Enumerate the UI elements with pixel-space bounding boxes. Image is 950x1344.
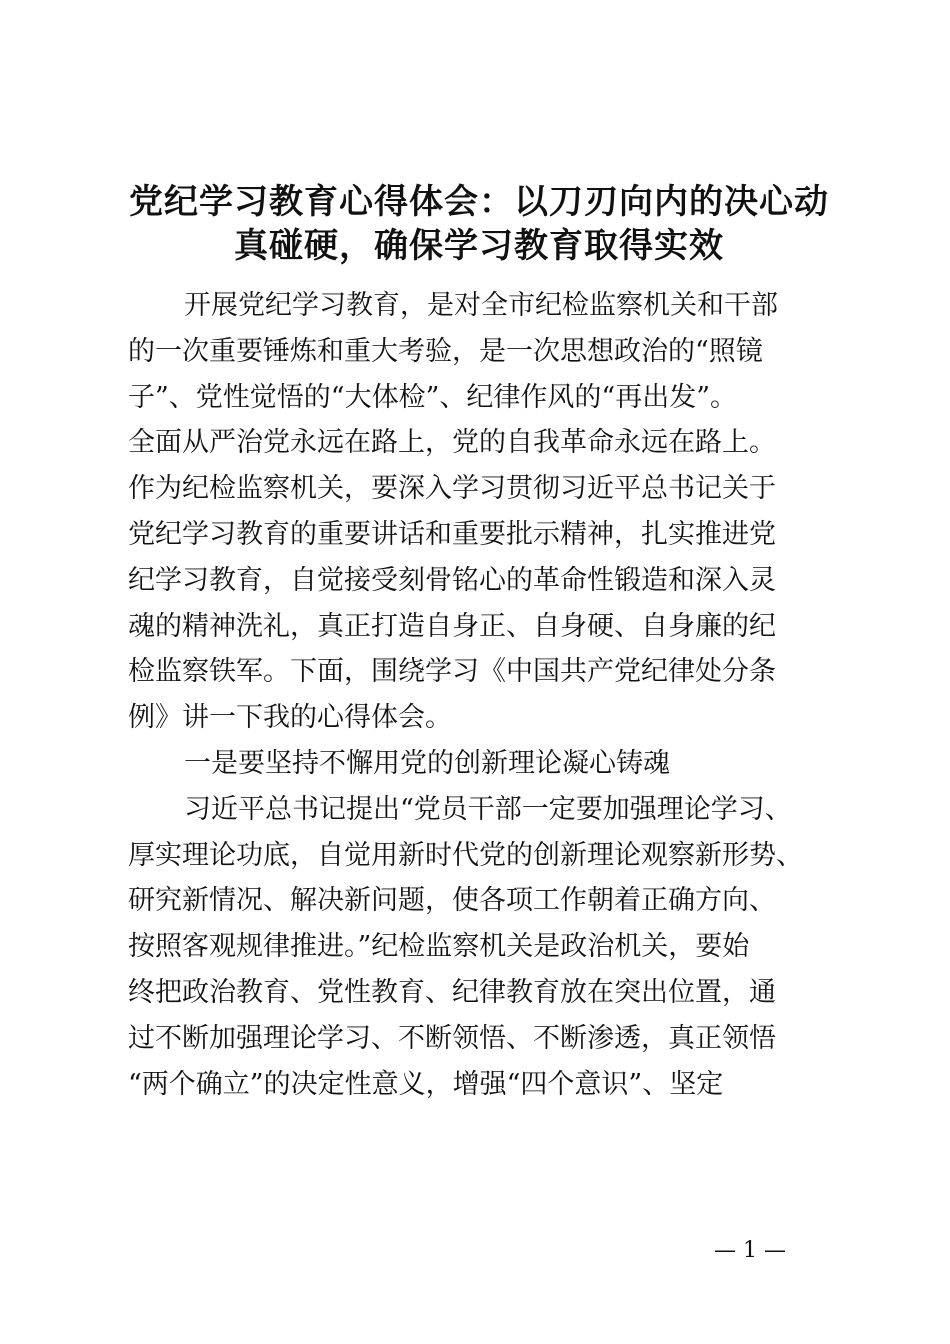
paragraph-1-line: 检监察铁军。下面，围绕学习《中国共产党纪律处分条 xyxy=(128,656,776,688)
paragraph-2-line: “两个确立”的决定性意义，增强“四个意识”、坚定 xyxy=(128,1068,724,1100)
paragraph-1-line: 作为纪检监察机关，要深入学习贯彻习近平总书记关于 xyxy=(128,473,776,505)
paragraph-1-line: 全面从严治党永远在路上，党的自我革命永远在路上。 xyxy=(128,427,776,459)
document-body xyxy=(128,283,838,1107)
paragraph-2-line: 终把政治教育、党性教育、纪律教育放在突出位置，通 xyxy=(128,976,776,1008)
paragraph-2-line: 研究新情况、解决新问题，使各项工作朝着正确方向、 xyxy=(128,885,776,917)
paragraph-2-line: 按照客观规律推进。”纪检监察机关是政治机关，要始 xyxy=(128,931,750,963)
paragraph-1-line: 例》讲一下我的心得体会。 xyxy=(128,702,452,734)
paragraph-1-line: 开展党纪学习教育，是对全市纪检监察机关和干部 xyxy=(184,290,778,321)
document-title xyxy=(120,180,838,268)
title-line-1: 党纪学习教育心得体会：以刀刃向内的决心动 xyxy=(129,182,829,222)
paragraph-2-line: 习近平总书记提出“党员干部一定要加强理论学习、 xyxy=(184,793,792,825)
paragraph-2-line: 厚实理论功底，自觉用新时代党的创新理论观察新形势、 xyxy=(128,839,803,871)
paragraph-1-line: 纪学习教育，自觉接受刻骨铭心的革命性锻造和深入灵 xyxy=(128,564,776,596)
paragraph-1-line: 子”、党性觉悟的“大体检”、纪律作风的“再出发”。 xyxy=(128,381,738,413)
paragraph-1-line: 党纪学习教育的重要讲话和重要批示精神，扎实推进党 xyxy=(128,518,776,550)
paragraph-2-line: 过不断加强理论学习、不断领悟、不断渗透，真正领悟 xyxy=(128,1022,776,1054)
paragraph-1-line: 的一次重要锤炼和重大考验，是一次思想政治的“照镜 xyxy=(128,335,763,367)
paragraph-1-line: 魂的精神洗礼，真正打造自身正、自身硬、自身廉的纪 xyxy=(128,610,776,642)
section-heading: 一是要坚持不懈用党的创新理论凝心铸魂 xyxy=(184,747,670,779)
page-number: — 1 — xyxy=(714,1238,786,1263)
title-line-2: 真碰硬，确保学习教育取得实效 xyxy=(234,226,724,266)
